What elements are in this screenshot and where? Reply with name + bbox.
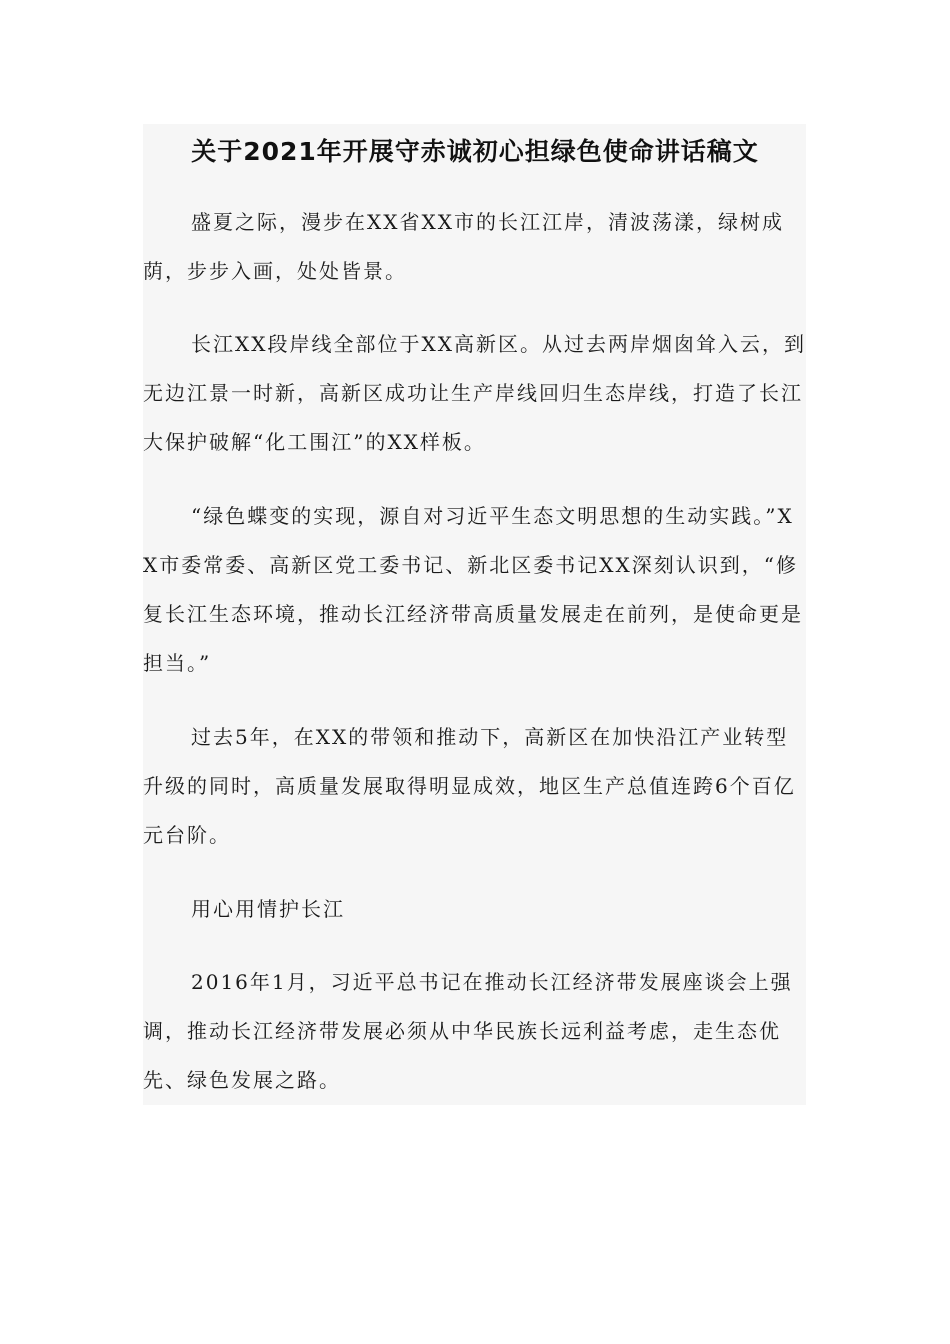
section-heading: 用心用情护长江	[191, 897, 345, 921]
paragraph: 盛夏之际，漫步在XX省XX市的长江江岸，清波荡漾，绿树成荫，步步入画，处处皆景。	[143, 210, 784, 283]
paragraph: 过去5年，在XX的带领和推动下，高新区在加快沿江产业转型升级的同时，高质量发展取得明显成效，地区生产总值连跨6个百亿元台阶。	[143, 725, 796, 847]
paragraph: 长江XX段岸线全部位于XX高新区。从过去两岸烟囱耸入云，到无边江景一时新，高新区成功让生产岸线回归生态岸线，打造了长江大保护破解“化工围江”的XX样板。	[143, 332, 806, 454]
document-title: 关于2021年开展守赤诚初心担绿色使命讲话稿文	[191, 137, 759, 166]
paragraph: “绿色蝶变的实现，源自对习近平生态文明思想的生动实践。”XX市委常委、高新区党工委书记、新北区委书记XX深刻认识到，“修复长江生态环境，推动长江经济带高质量发展走在前列，是使命更是担当。”	[143, 504, 803, 675]
paragraph: 2016年1月，习近平总书记在推动长江经济带发展座谈会上强调，推动长江经济带发展必须从中华民族长远利益考虑，走生态优先、绿色发展之路。	[143, 970, 793, 1092]
